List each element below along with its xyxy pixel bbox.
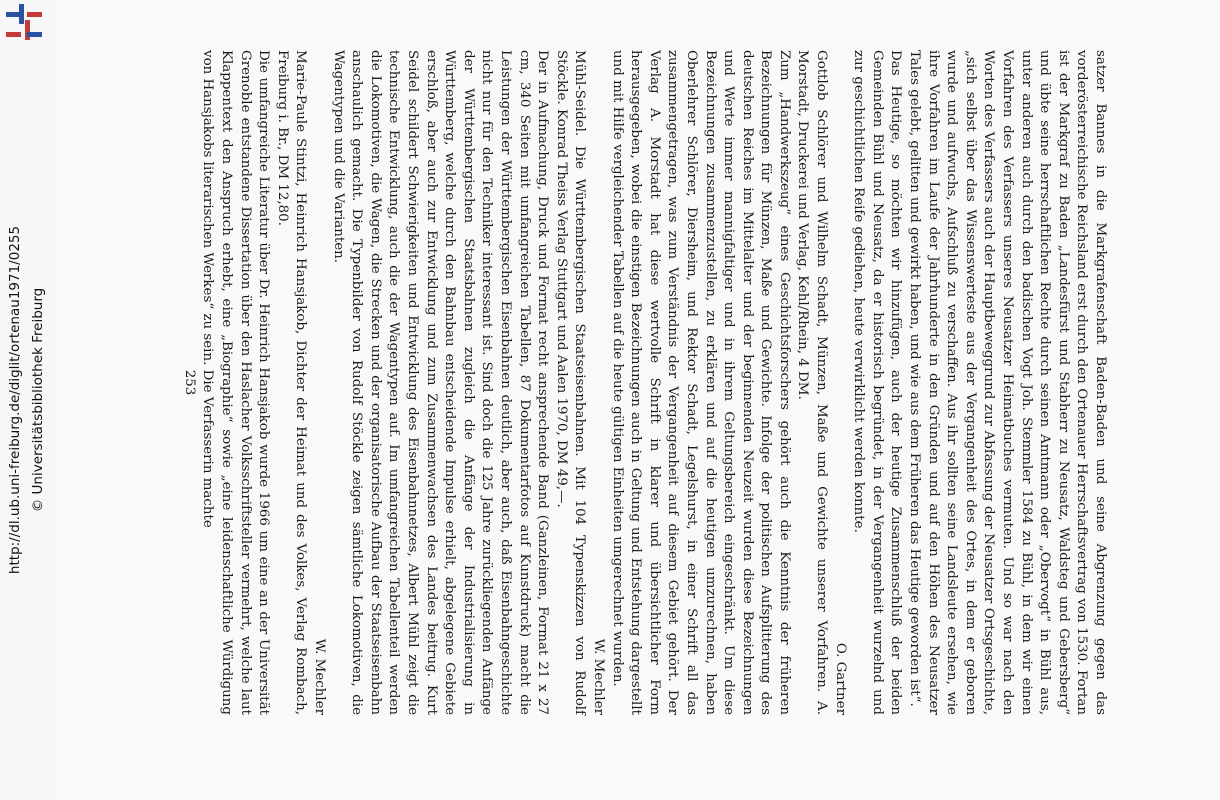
paragraph: satzer Bannes in die Markgrafenschaft Baden-Baden und seine Abgrenzung gegen das vorderösterreichische Reichsland erst durch den Ortenauer Herrschaftsvertrag von 1530. Fortan ist der Markgraf zu Baden „Landesfürst und Stabherr zu Neusatz, Waldsteg und Gebersberg“ und übte seine herrschaftlichen Rechte durch seinen Amtmann oder „Obervogt“ in Bühl aus, unter anderen auch durch den badischen Vogt Joh. Stemmler 1584 zu Bühl, in dem wir einen Vorfahren des Verfassers unseres Neusatzer Heimatbuches vermuten. Und so war nach den Worten des Verfassers auch der Hauptbeweggrund zur Abfassung der Neusatzer Ortsgeschichte, „sich selbst über das Wissenswerteste aus der Vergangenheit des Ortes, in dem er geboren wurde und aufwuchs, Aufschluß zu verschaffen. Aus ihr sollten seine Landsleute ersehen, wie ihre Vorfahren im Laufe der Jahrhunderte in den Gründen und auf den Höhen des Neusatzer Tales gelebt, gelitten und gewirkt haben, und wie aus dem Früheren das Heutige geworden ist“. [907, 50, 1108, 715]
signature: O. Gartner [832, 642, 848, 715]
review-body: Der in Aufmachung, Druck und Format recht ansprechende Band (Ganzleinen, Format 21 x 27 cm, 340 Seiten mit umfangreichen Tabellen, 87 Dokumentarfotos auf Kunstdruck) macht die Leistungen der Württembergischen Eisenbahnen deutlich, aber auch, daß Eisenbahngeschichte nicht nur für den Techniker interessant ist. Sind doch die 125 Jahre zurückliegenden Anfänge der Württembergischen Staatsbahnen zugleich die Anfänge der Industrialisierung in Württemberg, welche durch den Bahnbau entscheidende Impulse erhielt, abgelegene Gebiete erschloß, aber auch zur Entwicklung und zum Zusammenwachsen des Landes beitrug. Kurt Seidel schildert Schwierigkeiten und Entwicklung des Eisenbahnnetzes, Albert Mühl zeigt die technische Entwicklung, auch die der Wagentypen auf. Im umfangreichen Tabellenteil werden die Lokomotiven, die Wagen, die Strecken und der organisatorische Aufbau der Staatseisenbahn anschaulich gemacht. Die Typenbilder von Rudolf Stöckle zeigen sämtliche Lokomotiven, die Wagentypen und die Varianten. [330, 50, 551, 715]
source-url[interactable]: http://dl.ub.uni-freiburg.de/diglit/ortenau1971/0255 [7, 225, 23, 575]
signature: W. Mechler [312, 638, 328, 715]
copyright-notice: © Universitätsbibliothek Freiburg [30, 287, 46, 513]
review-heading: Marie-Paule Stintzi, Heinrich Hansjakob, Dichter der Heimat und des Volkes, Verlag Rombach, Freiburg i. Br., DM 12,80. [274, 50, 309, 715]
review-body: Zum „Handwerkszeug“ eines Geschichtsforschers gehört auch die Kenntnis der früheren Bezeichnungen für Münzen, Maße und Gewichte. Infolge der politischen Aufsplitterung des deutschen Reiches im Mittelalter und der beginnenden Neuzeit wurden diese Bezeichnungen und Werte immer mannigfaltiger und in ihrem Geltungsbereich eingeschränkt. Um diese Bezeichnungen zusammenzustellen, zu erklären und auf die heutigen umzurechnen, haben Oberlehrer Schlörer, Diersheim, und Rektor Schadt, Legelshurst, in einer Schrift all das zusammengetragen, was zum Verständnis der Vergangenheit auf diesem Gebiet gehört. Der Verlag A. Morstadt hat diese wertvolle Schrift in klarer und übersichtlicher Form herausgegeben, wobei die einstigen Bezeichnungen auch in Geltung und Entstehung dargestellt und mit Hilfe vergleichender Tabellen auf die heute gültigen Einheiten umgerechnet wurden. [609, 50, 792, 715]
review-heading: Gottlob Schlörer und Wilhelm Schadt, Münzen, Maße und Gewichte unserer Vorfahren. A. Morstadt, Druckerei und Verlag, Kehl/Rhein, 4 DM. [795, 50, 830, 715]
viewer-side-strip [0, 0, 55, 800]
page-text [64, 50, 1109, 715]
source-credit [4, 0, 52, 800]
review-body: Die umfangreiche Literatur über Dr. Heinrich Hansjakob wurde 1966 um eine an der Universität Grenoble entstandene Dissertation über den Haslacher Volksschriftsteller vermehrt, welche laut Klappentext den Anspruch erhebt, eine „Biographie“ sowie „eine leidenschaftliche Würdigung von Hansjakobs literarischen Werkes“ zu sein. Die Verfasserin machte [200, 50, 272, 715]
signature: W. Mechler [590, 638, 606, 715]
review-heading: Mühl-Seidel. Die Württembergischen Staatseisenbahnen. Mit 104 Typenskizzen von Rudolf Stöckle. Konrad Theiss Verlag Stuttgart und Aalen 1970, DM 49,—. [553, 50, 588, 715]
page-number: 253 [181, 369, 197, 396]
paragraph: Das Heutige, so möchten wir hinzufügen, auch der heutige Zusammenschluß der beiden Gemeinden Bühl und Neusatz, da er historisch begründet, in der Vergangenheit wurzelnd und zur geschichtlichen Reife gediehen, heute verwirklicht werden konnte. [851, 50, 904, 715]
scanned-page [54, 0, 1220, 800]
